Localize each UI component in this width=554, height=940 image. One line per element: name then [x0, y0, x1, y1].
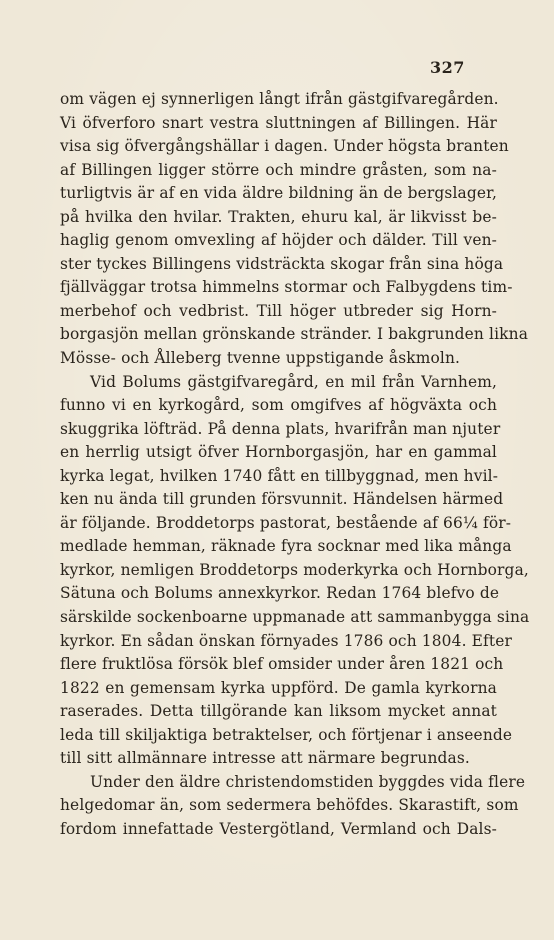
- body-text: [60, 88, 530, 842]
- text-line: flere fruktlösa försök blef omsider under åren 1821 och: [60, 655, 504, 674]
- text-line: Mösse- och Ålleberg tvenne uppstigande åskmoln.: [60, 349, 461, 368]
- text-line: på hvilka den hvilar. Trakten, ehuru kal, är likvisst be-: [60, 207, 497, 226]
- text-line: om vägen ej synnerligen långt ifrån gästgifvaregården.: [60, 90, 499, 108]
- text-line: borgasjön mellan grönskande stränder. I bakgrunden likna: [60, 325, 529, 344]
- text-line: ken nu ända till grunden försvunnit. Händelsen härmed: [60, 490, 504, 509]
- text-line: skuggrika löfträd. På denna plats, hvarifrån man njuter: [60, 419, 501, 438]
- text-line: raserades. Detta tillgörande kan liksom mycket annat: [60, 702, 497, 721]
- text-line: fordom innefattade Vestergötland, Vermland och Dals-: [60, 819, 497, 838]
- text-line: kyrka legat, hvilken 1740 fått en tillbyggnad, men hvil-: [60, 466, 499, 485]
- page-number: 327: [430, 58, 465, 77]
- text-line: fjällväggar trotsa himmelns stormar och Falbygdens tim-: [60, 278, 513, 297]
- text-line: merbehof och vedbrist. Till höger utbreder sig Horn-: [60, 301, 497, 320]
- text-line: kyrkor, nemligen Broddetorps moderkyrka och Hornborga,: [60, 560, 529, 579]
- text-line: 1822 en gemensam kyrka uppförd. De gamla kyrkorna: [60, 678, 497, 697]
- text-line: kyrkor. En sådan önskan förnyades 1786 och 1804. Efter: [60, 631, 512, 650]
- text-line: särskilde sockenboarne uppmanade att sammanbygga sina: [60, 608, 530, 627]
- text-line: leda till skiljaktiga betraktelser, och förtjenar i anseende: [60, 725, 513, 744]
- text-line: en herrlig utsigt öfver Hornborgasjön, har en gammal: [60, 443, 497, 462]
- text-line: ster tyckes Billingens vidsträckta skogar från sina höga: [60, 254, 504, 273]
- text-line: turligtvis är af en vida äldre bildning än de bergslager,: [60, 184, 497, 203]
- text-line: helgedomar än, som sedermera behöfdes. Skarastift, som: [60, 796, 519, 815]
- text-line: Under den äldre christendomstiden byggdes vida flere: [90, 772, 526, 791]
- text-line: till sitt allmännare intresse att närmare begrundas.: [60, 749, 470, 768]
- text-line: Sätuna och Bolums annexkyrkor. Redan 1764 blefvo de: [60, 584, 500, 603]
- text-line: Vi öfverforo snart vestra sluttningen af Billingen. Här: [60, 113, 497, 132]
- text-line: visa sig öfvergångshällar i dagen. Under högsta branten: [60, 137, 509, 156]
- text-line: funno vi en kyrkogård, som omgifves af högväxta och: [60, 396, 497, 415]
- text-line: medlade hemman, räknade fyra socknar med lika många: [60, 537, 512, 556]
- text-line: haglig genom omvexling af höjder och dälder. Till ven-: [60, 231, 497, 250]
- text-line: är följande. Broddetorps pastorat, bestående af 66¼ för-: [60, 513, 512, 532]
- text-line: af Billingen ligger större och mindre gråsten, som na-: [60, 160, 497, 179]
- text-line: Vid Bolums gästgifvaregård, en mil från Varnhem,: [90, 372, 497, 391]
